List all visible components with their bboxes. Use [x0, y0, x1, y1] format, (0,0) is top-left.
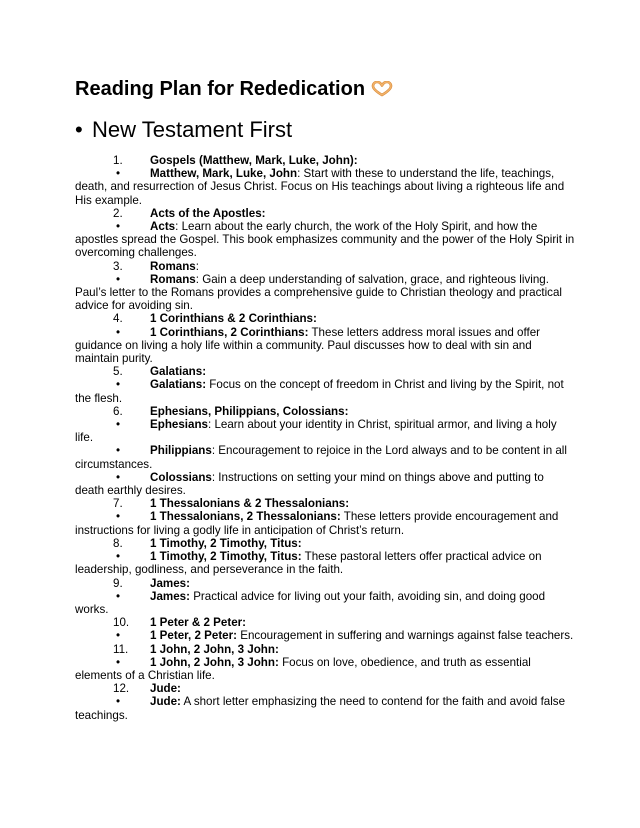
text: : Learn about your identity in Christ, spiritual armor, and living a holy life. [75, 418, 557, 445]
bullet-item [75, 273, 575, 313]
bullet-glyph: • [116, 378, 121, 392]
bold-text: Jude: [150, 682, 181, 696]
bullet-glyph: • [116, 589, 121, 603]
bullet-glyph: • [116, 444, 121, 458]
reading-plan-list [75, 154, 575, 722]
numbered-item [75, 154, 575, 167]
numbered-item [75, 537, 575, 550]
bold-text: Gospels (Matthew, Mark, Luke, John): [150, 154, 358, 167]
bold-text: Colossians [150, 470, 212, 484]
page-title [75, 78, 393, 103]
item-number: 8. [113, 536, 123, 550]
bold-text: Galatians: [150, 378, 207, 392]
text: These letters provide encouragement and instructions for living a godly life in anticipation of Christ’s return. [75, 510, 559, 537]
text: A short letter emphasizing the need to contend for the faith and avoid false teachings. [75, 695, 566, 722]
bullet-glyph: • [116, 550, 121, 564]
bold-text: Acts [150, 220, 176, 234]
item-number: 5. [113, 365, 123, 379]
text: These pastoral letters offer practical advice on leadership, godliness, and perseverance in the faith. [75, 550, 542, 577]
text: : [195, 259, 199, 273]
bold-text: Jude: [150, 695, 181, 709]
text: : Encouragement to rejoice in the Lord always and to be content in all circumstances. [75, 444, 567, 471]
bold-text: 1 Peter, 2 Peter: [150, 629, 238, 643]
bullet-glyph: • [116, 629, 121, 643]
item-number: 11. [113, 642, 129, 656]
text: These letters address moral issues and offer guidance on living a holy life within a community. Paul discusses how to deal with sin and maintain purity. [75, 325, 541, 366]
item-number: 7. [113, 497, 123, 511]
bold-text: James: [150, 589, 190, 603]
bullet-glyph: • [116, 418, 121, 432]
bullet-item [75, 220, 575, 260]
bold-text: 1 Thessalonians, 2 Thessalonians: [150, 510, 341, 524]
bullet-item [75, 326, 575, 366]
bullet-glyph: • [116, 272, 121, 286]
bullet-item [75, 656, 575, 682]
bold-text: Romans [150, 272, 196, 286]
item-number: 3. [113, 259, 123, 273]
numbered-item [75, 312, 575, 325]
numbered-item [75, 497, 575, 510]
bold-text: 1 Peter & 2 Peter: [150, 616, 247, 630]
numbered-item [75, 577, 575, 590]
item-number: 9. [113, 576, 123, 590]
bullet-glyph: • [116, 325, 121, 339]
bullet-item [75, 167, 575, 207]
numbered-item [75, 207, 575, 220]
bold-text: Galatians: [150, 365, 207, 379]
text: Encouragement in suffering and warnings against false teachers. [237, 629, 574, 643]
bullet-item [75, 444, 575, 470]
section-heading-text: New Testament First [92, 117, 293, 142]
text: Focus on the concept of freedom in Christ and living by the Spirit, not the flesh. [75, 378, 564, 405]
text: : Learn about the early church, the work of the Holy Spirit, and how the apostles spread the Gospel. This book emphasizes community and the power of the Holy Spirit in overcoming challenges. [75, 220, 575, 260]
bold-text: 1 Timothy, 2 Timothy, Titus: [150, 536, 302, 550]
text: : Instructions on setting your mind on things above and putting to death earthly desires. [75, 470, 544, 498]
item-number: 2. [113, 206, 123, 220]
bullet-item [75, 510, 575, 536]
item-number: 12. [113, 682, 130, 696]
item-number: 1. [113, 154, 123, 167]
item-number: 6. [113, 404, 123, 418]
numbered-item [75, 260, 575, 273]
text: : Start with these to understand the life, teachings, death, and resurrection of Jesus Christ. Focus on His teachings about living a righteous life and His example. [75, 167, 565, 207]
bullet-glyph: • [116, 510, 121, 524]
numbered-item [75, 643, 575, 656]
bold-text: 1 John, 2 John, 3 John: [150, 642, 279, 656]
numbered-item [75, 405, 575, 418]
bullet-glyph: • [116, 655, 121, 669]
item-number: 4. [113, 312, 123, 326]
text: Practical advice for living out your faith, avoiding sin, and doing good works. [75, 589, 546, 616]
bold-text: 1 Corinthians & 2 Corinthians: [150, 312, 317, 326]
bold-text: 1 Timothy, 2 Timothy, Titus: [150, 550, 302, 564]
bullet-item [75, 550, 575, 576]
text: : Gain a deep understanding of salvation, grace, and righteous living. Paul’s letter to the Romans provides a comprehensive guide to Christian theology and practical advice for avoiding sin. [75, 272, 562, 313]
numbered-item [75, 616, 575, 629]
item-number: 10. [113, 616, 130, 630]
bullet-item [75, 378, 575, 404]
bullet-glyph: • [116, 695, 121, 709]
bold-text: 1 John, 2 John, 3 John: [150, 655, 279, 669]
bullet-item [75, 590, 575, 616]
bullet-item [75, 471, 575, 497]
bold-text: Matthew, Mark, Luke, John [150, 167, 298, 181]
text: Focus on love, obedience, and truth as essential elements of a Christian life. [75, 655, 531, 682]
bullet-glyph: • [116, 167, 121, 181]
bold-text: Acts of the Apostles: [150, 206, 266, 220]
bullet-glyph: • [116, 220, 121, 234]
numbered-item [75, 682, 575, 695]
page-title-text: Reading Plan for Rededication [75, 78, 366, 100]
bold-text: Ephesians [150, 418, 208, 432]
bold-text: 1 Corinthians, 2 Corinthians: [150, 325, 309, 339]
bullet-item [75, 629, 575, 642]
bold-text: Romans [150, 259, 196, 273]
section-heading [75, 117, 292, 143]
bullet-glyph: • [116, 470, 121, 484]
bold-text: Philippians [150, 444, 212, 458]
bold-text: 1 Thessalonians & 2 Thessalonians: [150, 497, 350, 511]
bullet-item [75, 695, 575, 721]
bullet-item [75, 418, 575, 444]
heart-hands-icon [371, 80, 393, 103]
numbered-item [75, 365, 575, 378]
bold-text: Ephesians, Philippians, Colossians: [150, 404, 349, 418]
bold-text: James: [150, 576, 190, 590]
section-bullet: • [75, 117, 83, 142]
